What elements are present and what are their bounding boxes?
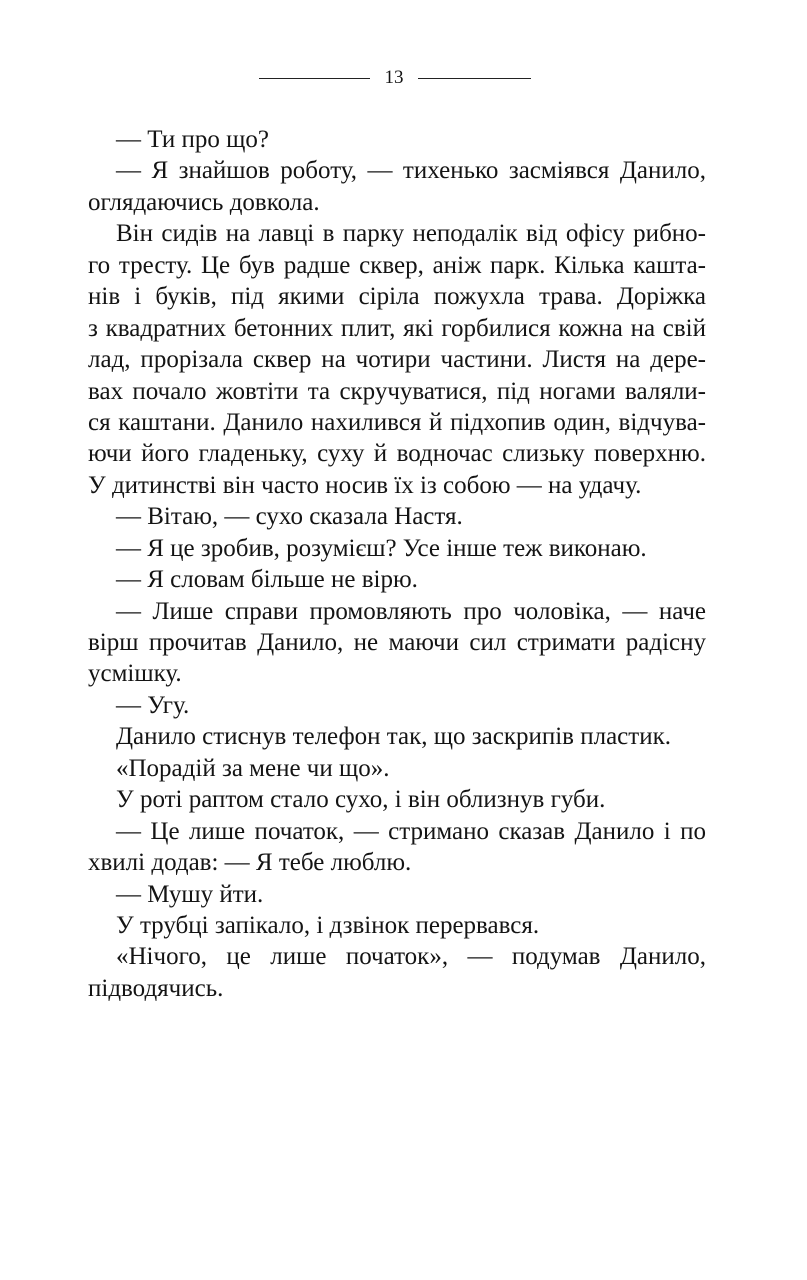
text-line: з квадратних бетонних плит, які горбилися кожна на свій [88, 314, 706, 342]
text-line: — Лише справи промовляють про чоловіка, — наче [116, 597, 706, 625]
text-line: — Я це зробив, розумієш? Усе інше теж виконаю. [116, 534, 647, 562]
page-body-text [88, 124, 706, 1004]
text-line: вах почало жовтіти та скручуватися, під ногами валяли- [88, 377, 706, 405]
header-rule-right [418, 78, 531, 79]
text-line: «Порадій за мене чи що». [116, 754, 390, 782]
text-line: — Угу. [116, 691, 190, 719]
text-line: У роті раптом стало сухо, і він облизнув губи. [116, 786, 606, 814]
text-line: ся каштани. Данило нахилився й підхопив один, відчува- [88, 408, 706, 436]
text-line: «Нічого, це лише початок», — подумав Данило, [116, 943, 706, 971]
text-line: нів і буків, під якими сіріла пожухла трава. Доріжка [88, 283, 706, 311]
page-number: 13 [384, 67, 404, 88]
text-line: У дитинстві він часто носив їх із собою — на удачу. [88, 471, 642, 499]
text-line: Данило стиснув телефон так, що заскрипів пластик. [116, 723, 671, 751]
header-rule-left [259, 78, 370, 79]
page-header [0, 66, 807, 92]
text-line: — Я словам більше не вірю. [116, 566, 418, 594]
text-line: — Мушу йти. [116, 880, 264, 908]
text-line: Він сидів на лавці в парку неподалік від офісу рибно- [116, 220, 706, 248]
text-line: — Я знайшов роботу, — тихенько засміявся Данило, [116, 157, 706, 185]
text-line: лад, прорізала сквер на чотири частини. Листя на дере- [88, 346, 706, 374]
text-line: У трубці запікало, і дзвінок перервався. [116, 911, 540, 939]
text-line: — Ти про що? [116, 126, 270, 153]
text-line: хвилі додав: — Я тебе люблю. [88, 849, 412, 877]
text-line: оглядаючись довкола. [88, 188, 320, 216]
text-line: вірш прочитав Данило, не маючи сил стримати радісну [88, 629, 706, 656]
text-line: — Це лише початок, — стримано сказав Данило і по [116, 817, 706, 845]
text-line: підводячись. [88, 974, 224, 1002]
text-line: — Вітаю, — сухо сказала Настя. [116, 503, 463, 531]
text-line: усмішку. [88, 660, 182, 688]
text-line: го тресту. Це був радше сквер, аніж парк. Кілька кашта- [88, 251, 706, 279]
text-line: ючи його гладеньку, суху й водночас слизьку поверхню. [88, 440, 706, 468]
